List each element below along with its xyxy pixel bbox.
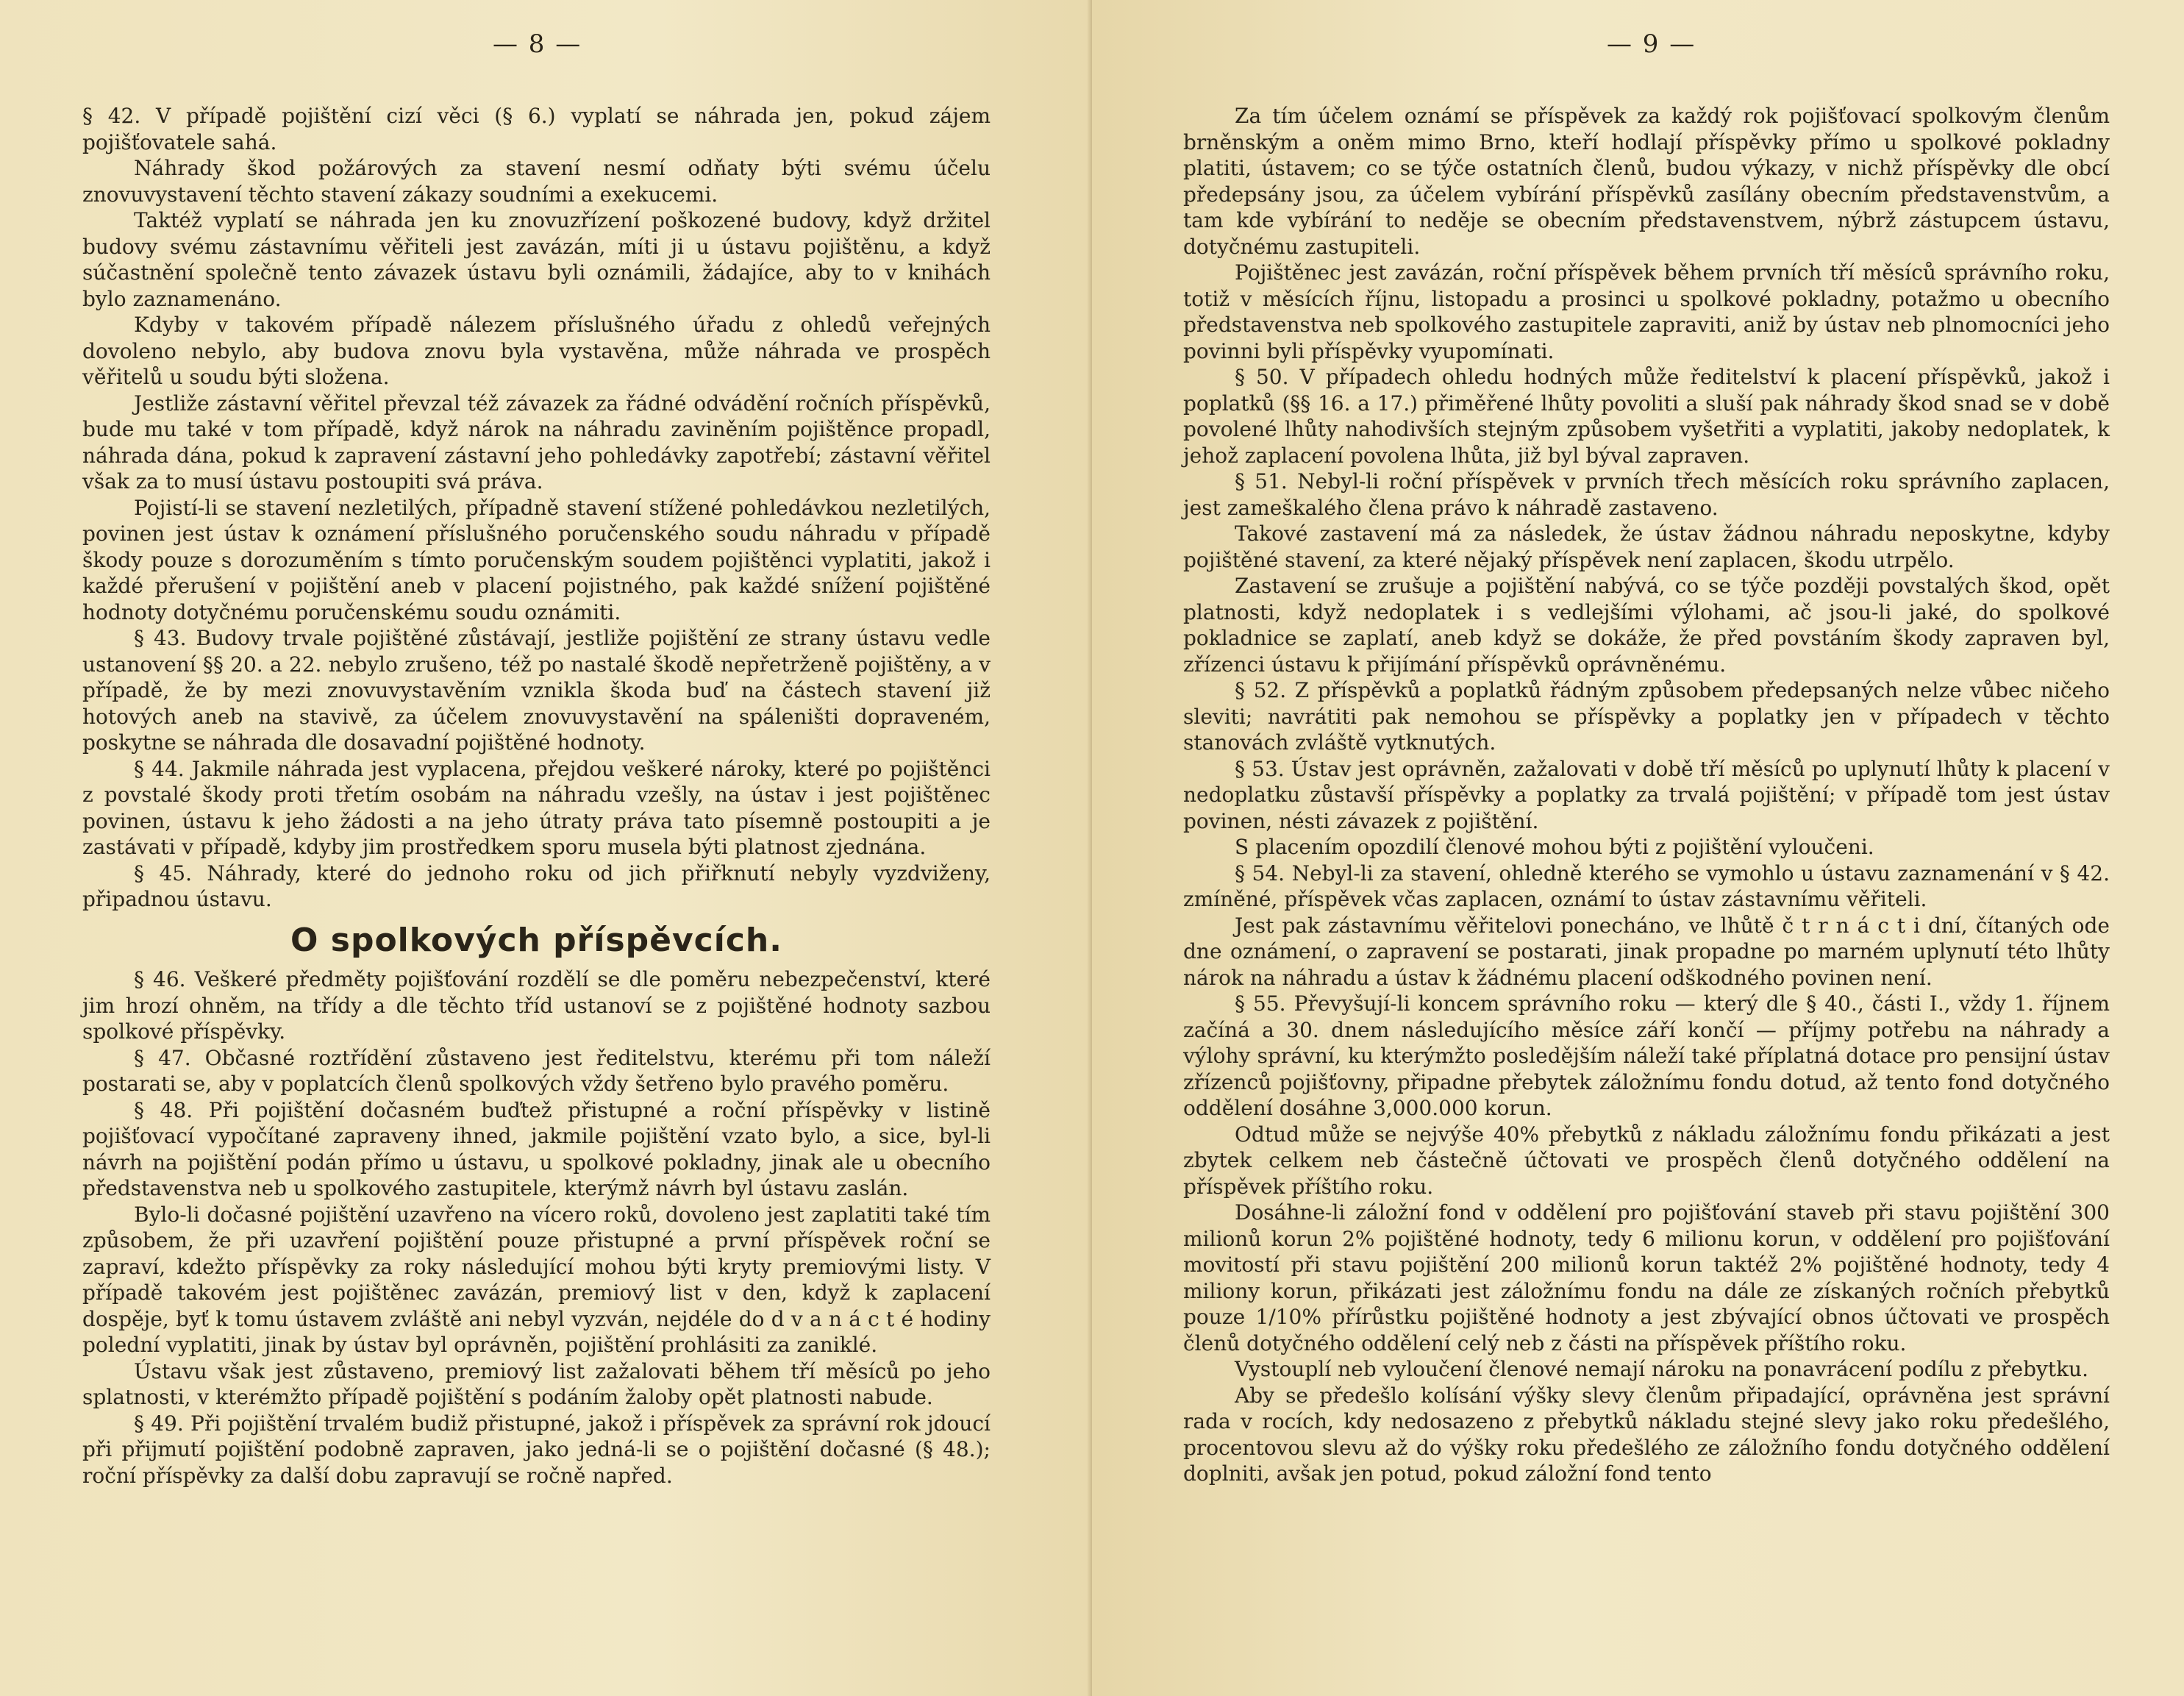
paragraph: § 55. Převyšují-li koncem správního roku — který dle § 40., části I., vždy 1. říjnem začíná a 30. dnem následujícího měsíce září končí — příjmy potřebu na náhrady a výlohy správní, ku kterýmžto posledějším náleží také příplatná dotace pro pensijní ústav zřízenců pojišťovny, připadne přebytek záložnímu fondu dotud, až tento fond dotyčného oddělení dosáhne 3,000.000 korun. [1183, 991, 2110, 1120]
right-page [1092, 0, 2184, 1696]
paragraph: Náhrady škod požárových za stavení nesmí odňaty býti svému účelu znovuvystavení těchto stavení zákazy soudními a exekucemi. [82, 156, 991, 207]
paragraph: Aby se předešlo kolísání výšky slevy členům připadající, oprávněna jest správní rada v rocích, kdy nedosazeno z přebytků nákladu stejné slevy jako roku předešlého, procentovou slevu až do výšky roku předešlého ze záložního fondu dotyčného oddělení doplniti, avšak jen potud, pokud záložní fond tento [1183, 1383, 2110, 1486]
paragraph: Vystouplí neb vyloučení členové nemají nároku na ponavrácení podílu z přebytku. [1235, 1357, 2088, 1381]
paragraph: § 51. Nebyl-li roční příspěvek v prvních třech měsících roku správního zaplacen, jest zameškalého člena právo k náhradě zastaveno. [1183, 469, 2110, 520]
paragraph: § 52. Z příspěvků a poplatků řádným způsobem předepsaných nelze vůbec ničeho sleviti; navrátiti pak nemohou se příspěvky a poplatky jen v případech v těchto stanovách zvláště vytknutých. [1183, 678, 2110, 755]
paragraph: § 49. Při pojištění trvalém budiž přistupné, jakož i příspěvek za správní rok jdoucí při přijmutí pojištění podobně zapraven, jako jedná-li se o pojištění dočasné (§ 48.); roční příspěvky za další dobu zapravují se ročně napřed. [82, 1411, 991, 1488]
paragraph: Takové zastavení má za následek, že ústav žádnou náhradu neposkytne, kdyby pojištěné stavení, za které nějaký příspěvek není zaplacen, škodu utrpělo. [1183, 521, 2110, 572]
paragraph: § 45. Náhrady, které do jednoho roku od jich přiřknutí nebyly vyzdviženy, připadnou ústavu. [82, 861, 991, 911]
paragraph: Zastavení se zrušuje a pojištění nabývá, co se týče později povstalých škod, opět platnosti, když nedoplatek i s vedlejšími výlohami, ač jsou-li jaké, do spolkové pokladnice se zaplatí, aneb když se dokáže, že před povstáním škody zapraven byl, zřízenci ústavu k přijímání příspěvků oprávněnému. [1183, 574, 2110, 677]
paragraph: Pojistí-li se stavení nezletilých, případně stavení stížené pohledávkou nezletilých, povinen jest ústav k oznámení příslušného poručenského soudu náhradu v případě škody pouze s dorozuměním s tímto poručenským soudem pojištěnci vyplatiti, jakož i každé přerušení v pojištění aneb v placení pojistného, pak každé snížení pojištěné hodnoty dotyčnému poručenskému soudu oznámiti. [82, 495, 991, 624]
paragraph: Bylo-li dočasné pojištění uzavřeno na vícero roků, dovoleno jest zaplatiti také tím způsobem, že při uzavření pojištění pouze přistupné a první příspěvek roční se zapraví, kdežto příspěvky za roky následující mohou býti kryty premiovými listy. V případě takovém jest pojištěnec zavázán, premiový list v den, když k zaplacení dospěje, byť k tomu ústavem zvláště ani nebyl vyzván, nejdéle do d v a n á c t é hodiny polední vyplatiti, jinak by ústav byl oprávněn, pojištění prohlásiti za zaniklé. [82, 1202, 991, 1357]
paragraph: Kdyby v takovém případě nálezem příslušného úřadu z ohledů veřejných dovoleno nebylo, aby budova znovu byla vystavěna, může náhrada ve prospěch věřitelů u soudu býti složena. [82, 313, 991, 389]
paragraph: Za tím účelem oznámí se příspěvek za každý rok pojišťovací spolkovým členům brněnským a oněm mimo Brno, kteří hodlají příspěvky přímo u spolkové pokladny platiti, ústavem; co se týče ostatních členů, budou výkazy, v nichž příspěvky dle obcí předepsány jsou, za účelem vybírání příspěvků zasílány obecním představenstvům, a tam kde vybírání to neděje se obecním představenstvem, nýbrž zástupcem ústavu, dotyčnému zastupiteli. [1183, 104, 2110, 259]
paragraph: Jestliže zástavní věřitel převzal též závazek za řádné odvádění ročních příspěvků, bude mu také v tom případě, když nárok na náhradu zaviněním pojištěnce propadl, náhrada dána, pokud k zapravení zástavní jeho pohledávky zapotřebí; zástavní věřitel však za to musí ústavu postoupiti svá práva. [82, 391, 991, 494]
paragraph: Taktéž vyplatí se náhrada jen ku znovuzřízení poškozené budovy, když držitel budovy svému zástavnímu věřiteli jest zavázán, míti ji u ústavu pojištěnu, a když súčastnění společně tento závazek ústavu byli oznámili, žádajíce, aby to v knihách bylo zaznamenáno. [82, 208, 991, 311]
paragraph: Jest pak zástavnímu věřitelovi ponecháno, ve lhůtě č t r n á c t i dní, čítaných ode dne oznámení, o zapravení se postarati, jinak propadne po marném uplynutí této lhůty nárok na náhradu a ústav k žádnému placení odškodného povinen není. [1183, 913, 2110, 990]
paragraph: § 47. Občasné roztřídění zůstaveno jest ředitelstvu, kterému při tom náleží postarati se, aby v poplatcích členů spolkových vždy šetřeno bylo pravého poměru. [82, 1045, 991, 1096]
left-text-column [82, 103, 991, 1489]
right-text-column [1183, 103, 2110, 1487]
paragraph: § 42. V případě pojištění cizí věci (§ 6.) vyplatí se náhrada jen, pokud zájem pojišťovatele sahá. [82, 104, 991, 154]
paragraph: S placením opozdilí členové mohou býti z pojištění vyloučeni. [1235, 835, 1874, 859]
paragraph: Pojištěnec jest zavázán, roční příspěvek během prvních tří měsíců správního roku, totiž v měsících říjnu, listopadu a prosinci u spolkové pokladny, potažmo u obecního představenstva neb spolkového zastupitele zapraviti, aniž by ústav neb plnomocníci jeho povinni byli příspěvky vyupomínati. [1183, 260, 2110, 363]
paragraph: Odtud může se nejvýše 40% přebytků z nákladu záložnímu fondu přikázati a jest zbytek celkem neb částečně účtovati ve prospěch členů dotyčného oddělení na příspěvek příštího roku. [1183, 1122, 2110, 1199]
paragraph: § 48. Při pojištění dočasném buďtež přistupné a roční příspěvky v listině pojišťovací vypočítané zapraveny ihned, jakmile pojištění vzato bylo, a sice, byl-li návrh na pojištění podán přímo u ústavu, u spolkové pokladny, jinak ale u obecního představenstva neb u spolkového zastupitele, kterýmž návrh byl ústavu zaslán. [82, 1097, 991, 1200]
paragraph: § 50. V případech ohledu hodných může ředitelství k placení příspěvků, jakož i poplatků (§§ 16. a 17.) přiměřené lhůty povoliti a sluší pak náhrady škod snad se v době povolené lhůty nahodivších stejným způsobem vyšetřiti a vyplatiti, jakoby nedoplatek, k jehož zaplacení povolena lhůta, již byl býval zapraven. [1183, 365, 2110, 468]
page-number: — 9 — [1607, 29, 1696, 59]
section-heading: O spolkových příspěvcích. [290, 921, 782, 959]
paragraph: § 44. Jakmile náhrada jest vyplacena, přejdou veškeré nároky, které po pojištěnci z povstalé škody proti třetím osobám na náhradu vzešly, na ústav i jest pojištěnec povinen, ústavu k jeho žádosti a na jeho útraty práva tato písemně postoupiti a je zastávati v případě, kdyby jim prostředkem sporu musela býti platnost zjednána. [82, 756, 991, 859]
paragraph: § 46. Veškeré předměty pojišťování rozdělí se dle poměru nebezpečenství, které jim hrozí ohněm, na třídy a dle těchto tříd ustanoví se z pojištěné hodnoty sazbou spolkové příspěvky. [82, 967, 991, 1044]
page-number: — 8 — [493, 29, 582, 59]
paragraph: Dosáhne-li záložní fond v oddělení pro pojišťování staveb při stavu pojištění 300 milionů korun 2% pojištěné hodnoty, tedy 6 milionu korun, v oddělení pro pojišťování movitostí při stavu pojištění 200 milionů korun taktéž 2% pojištěné hodnoty, tedy 4 miliony korun, přikázati jest záložnímu fondu na dále ze získaných ročních přebytků pouze 1/10% přírůstku pojištěné hodnoty a jest zbývající obnos účtovati ve prospěch členů dotyčného oddělení celý neb z části na příspěvek příštího roku. [1183, 1200, 2110, 1355]
paragraph: § 53. Ústav jest oprávněn, zažalovati v době tří měsíců po uplynutí lhůty k placení v nedoplatku zůstavší příspěvky a poplatky za trvalá pojištění; v případě tom jest ústav povinen, nésti závazek z pojištění. [1183, 756, 2110, 833]
paragraph: § 54. Nebyl-li za stavení, ohledně kterého se vymohlo u ústavu zaznamenání v § 42. zmíněné, příspěvek včas zaplacen, oznámí to ústav zástavnímu věřiteli. [1183, 861, 2110, 911]
paragraph: Ústavu však jest zůstaveno, premiový list zažalovati během tří měsíců po jeho splatnosti, v kterémžto případě pojištění s podáním žaloby opět platnosti nabude. [82, 1358, 991, 1409]
paragraph: § 43. Budovy trvale pojištěné zůstávají, jestliže pojištění ze strany ústavu vedle ustanovení §§ 20. a 22. nebylo zrušeno, též po nastalé škodě nepřetrženě pojištěny, a v případě, že by mezi znovuvystavěním vznikla škoda buď na částech stavení již hotových aneb na stavivě, za účelem znovuvystavění na spáleništi dopraveném, poskytne se náhrada dle dosavadní pojištěné hodnoty. [82, 626, 991, 755]
